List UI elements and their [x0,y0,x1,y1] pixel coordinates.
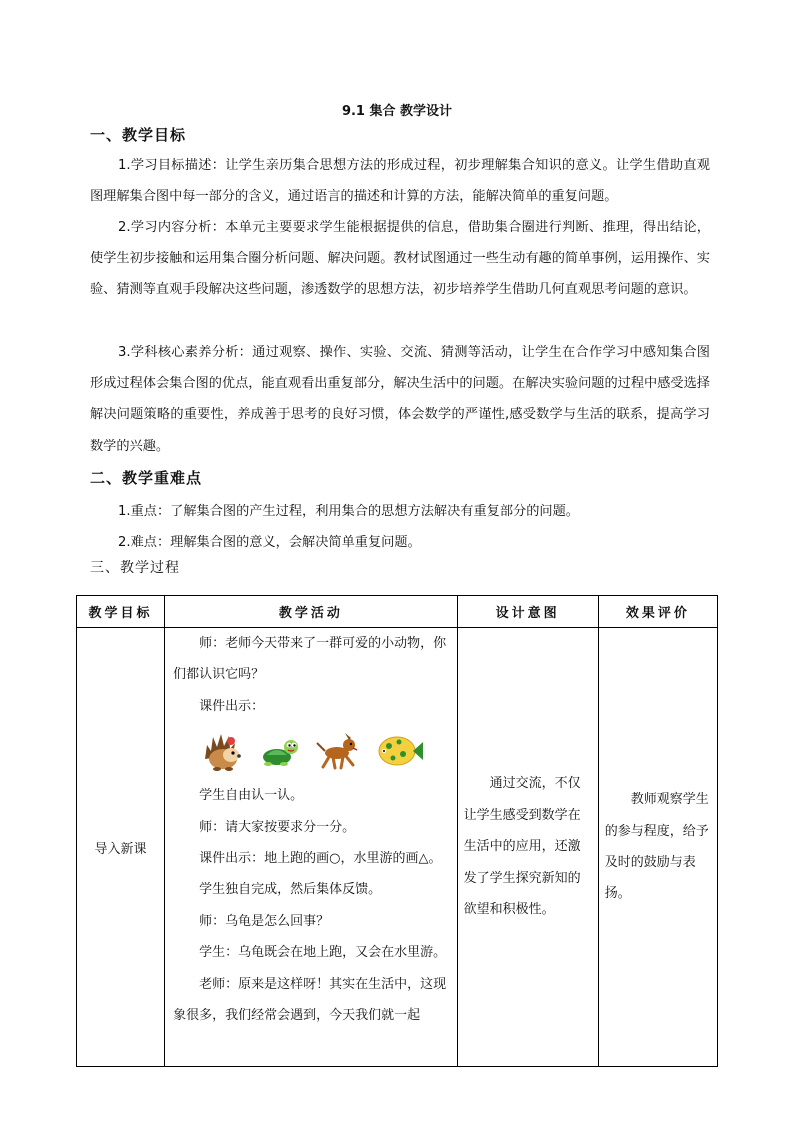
activity-line: 学生独自完成，然后集体反馈。 [199,882,382,898]
activity-line: 学生自由认一认。 [199,788,304,804]
animal-images [173,722,450,780]
activity-line: 老师：原来是这样呀！其实在生活中，这现象很多，我们经常会遇到，今天我们就一起 [173,976,447,1024]
activity-line: 课件出示：地上跑的画○，水里游的画△。 [199,851,442,867]
hedgehog-icon [201,729,245,773]
table-header-row [77,596,718,628]
evaluation-cell [598,628,717,1067]
difficult-point: 2.难点：理解集合图的意义，会解决简单重复问题。 [118,535,421,550]
goal-cell: 导入新课 [77,628,165,1067]
teaching-process-table [76,595,718,1067]
evaluation-text: 教师观察学生的参与程度，给予及时的鼓励与表扬。 [604,792,709,902]
activity-cell [165,628,457,1067]
key-point: 1.重点：了解集合图的产生过程，利用集合的思想方法解决有重复部分的问题。 [118,504,579,519]
header-intent: 设计意图 [457,596,598,628]
header-evaluation: 效果评价 [598,596,717,628]
activity-line: 师：请大家按要求分一分。 [199,819,356,835]
goal-paragraph-3: 3.学科核心素养分析：通过观察、操作、实验、交流、猜测等活动，让学生在合作学习中感知集合图形成过程体会集合图的优点，能直观看出重复部分，解决生活中的问题。在解决实验问题的过程中感受选择解决问题策略的重要性，养成善于思考的良好习惯，体会数学的严谨性,感受数学与生活的联系，提高学习数学的兴趣。 [90,345,710,454]
header-activity: 教学活动 [165,596,457,628]
header-goal: 教学目标 [77,596,165,628]
activity-line: 师：乌龟是怎么回事？ [199,913,330,929]
goal-paragraph-2: 2.学习内容分析：本单元主要要求学生能根据提供的信息，借助集合圈进行判断、推理，得出结论，使学生初步接触和运用集合圈分析问题、解决问题。教材试图通过一些生动有趣的简单事例，运用操作、实验、猜测等直观手段解决这些问题，渗透数学的思想方法，初步培养学生借助几何直观思考问题的意识。 [90,220,710,298]
section-heading-process: 三、教学过程 [90,560,180,576]
section-heading-goals: 一、教学目标 [90,126,187,144]
activity-line: 师：老师今天带来了一群可爱的小动物，你们都认识它吗？ [173,636,447,683]
section-heading-keypoints: 二、教学重难点 [90,469,203,487]
fish-icon [375,732,425,770]
intent-cell [457,628,598,1067]
dog-icon [315,731,361,771]
page-title: 9.1 集合 教学设计 [341,104,453,119]
table-row [77,628,718,1067]
activity-line: 课件出示： [199,698,265,714]
intent-text: 通过交流，不仅让学生感受到数学在生活中的应用，还激发了学生探究新知的欲望和积极性。 [463,776,581,918]
turtle-icon [259,733,301,769]
goal-paragraph-1: 1.学习目标描述：让学生亲历集合思想方法的形成过程，初步理解集合知识的意义。让学生借助直观图理解集合图中每一部分的含义，通过语言的描述和计算的方法，能解决简单的重复问题。 [90,158,710,205]
activity-line: 学生：乌龟既会在地上跑，又会在水里游。 [199,945,447,961]
